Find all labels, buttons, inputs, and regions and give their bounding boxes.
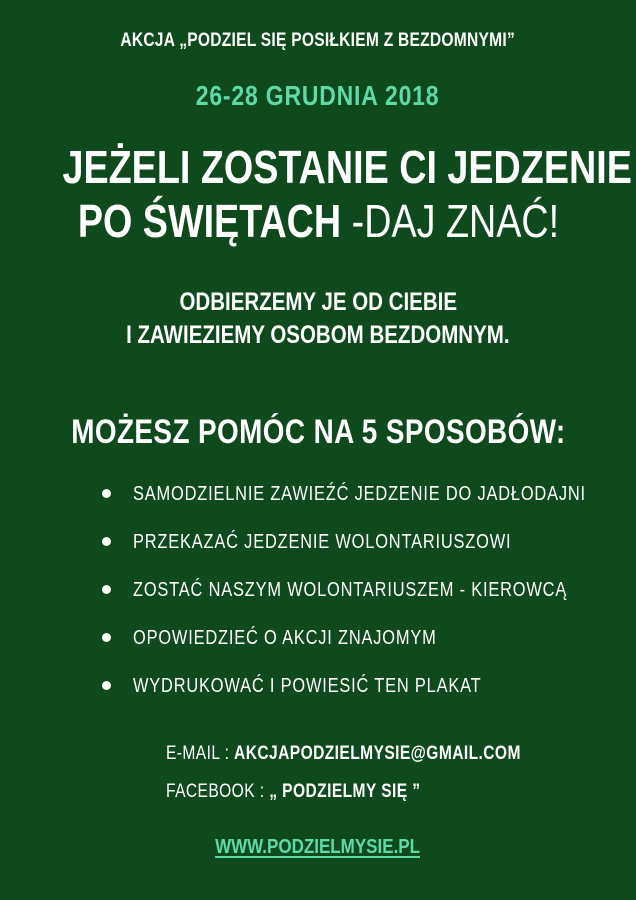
website xyxy=(0,836,636,859)
bullet-icon xyxy=(102,633,111,642)
headline xyxy=(0,140,636,248)
ways-title-text: MOŻESZ POMÓC NA 5 SPOSOBÓW: xyxy=(70,413,566,451)
event-dates-text: 26-28 GRUDNIA 2018 xyxy=(196,80,440,111)
ways-title xyxy=(0,413,636,452)
list-item-text: SAMODZIELNIE ZAWIEŹĆ JEDZENIE DO JADŁODAJNI xyxy=(133,483,586,505)
list-item-text: ZOSTAĆ NASZYM WOLONTARIUSZEM - KIEROWCĄ xyxy=(133,579,568,601)
email-label: E-MAIL : xyxy=(166,743,235,764)
bullet-icon xyxy=(102,681,111,690)
event-dates xyxy=(0,80,636,112)
headline-line-2-thin: -DAJ ZNAĆ! xyxy=(351,195,559,247)
headline-line-2-bold: PO ŚWIĘTACH xyxy=(77,195,341,247)
pickup-line-1: ODBIERZEMY JE OD CIEBIE xyxy=(179,288,457,316)
pickup-message xyxy=(0,286,636,352)
email-address[interactable]: AKCJAPODZIELMYSIE@GMAIL.COM xyxy=(234,743,521,764)
bullet-icon xyxy=(102,489,111,498)
website-link[interactable]: WWW.PODZIELMYSIE.PL xyxy=(215,836,421,858)
list-item-text: OPOWIEDZIEĆ O AKCJI ZNAJOMYM xyxy=(133,627,437,649)
headline-line-2 xyxy=(77,194,558,248)
facebook-row xyxy=(166,781,476,803)
bullet-icon xyxy=(102,537,111,546)
campaign-title xyxy=(0,30,636,52)
facebook-page-name[interactable]: „ PODZIELMY SIĘ ” xyxy=(269,781,421,802)
list-item-text: PRZEKAZAĆ JEDZENIE WOLONTARIUSZOWI xyxy=(133,531,512,553)
facebook-label: FACEBOOK : xyxy=(166,781,270,802)
campaign-title-text: AKCJA „PODZIEL SIĘ POSIŁKIEM Z BEZDOMNYMI” xyxy=(120,30,516,51)
pickup-line-2: I ZAWIEZIEMY OSOBOM BEZDOMNYM. xyxy=(126,321,510,349)
bullet-icon xyxy=(102,585,111,594)
email-row xyxy=(166,743,599,765)
list-item-text: WYDRUKOWAĆ I POWIESIĆ TEN PLAKAT xyxy=(133,675,482,697)
headline-line-1: JEŻELI ZOSTANIE CI JEDZENIE xyxy=(62,141,632,193)
